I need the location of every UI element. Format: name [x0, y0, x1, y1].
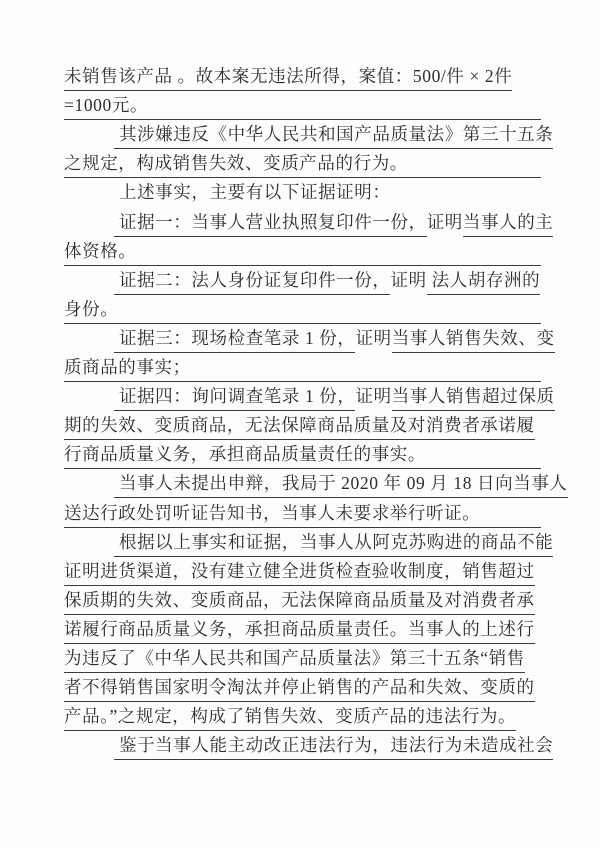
text-line [64, 382, 555, 411]
underlined-text: 产品。”之规定，构成了销售失效、变质产品的违法行为。 [64, 703, 516, 731]
underlined-text: 证据四：询问调查笔录 1 份， [114, 383, 355, 411]
underlined-text: 法人胡存洲的 [427, 267, 541, 295]
paragraph-indent [64, 148, 114, 149]
text-line [64, 644, 541, 673]
paragraph-indent [64, 556, 114, 557]
plain-text: 证明 [390, 269, 427, 290]
text-line [64, 702, 541, 731]
underlined-text: 保质期的失效、变质商品，无法保障商品质量及对消费者承 [64, 587, 535, 615]
underlined-text: =1000元。 [64, 92, 148, 120]
plain-text: 证明 [355, 386, 392, 407]
text-line [64, 237, 541, 266]
underlined-text: 诺履行商品质量义务，承担商品质量责任。当事人的上述行 [64, 616, 535, 644]
underline-fill [426, 466, 541, 469]
underline-fill [136, 263, 541, 266]
paragraph-indent [64, 206, 114, 207]
underlined-text: 当事人销售失效、变 [392, 325, 555, 353]
text-line [64, 324, 555, 353]
paragraph-indent [64, 759, 114, 760]
plain-text: 证明 [426, 211, 463, 232]
paragraph-indent [64, 352, 114, 353]
underlined-text: 证据一：当事人营业执照复印件一份， [114, 209, 427, 237]
underlined-text: 当事人销售超过保质 [392, 383, 555, 411]
text-line [64, 62, 541, 91]
underline-fill [408, 175, 541, 178]
document-body [64, 62, 568, 760]
underlined-text: 身份。 [64, 296, 118, 324]
text-line [64, 498, 541, 527]
underlined-text: 证据二：法人身份证复印件一份， [114, 267, 390, 295]
underlined-text: 其涉嫌违反《中华人民共和国产品质量法》第三十五条 [114, 121, 553, 149]
text-line [64, 149, 541, 178]
text-line [64, 411, 541, 440]
underlined-text: 证明进货渠道，没有建立健全进货检查验收制度，销售超过 [64, 558, 535, 586]
underlined-text: 质商品的事实； [64, 354, 191, 382]
text-line [64, 295, 541, 324]
paragraph-indent [64, 497, 114, 498]
text-line [64, 673, 541, 702]
underlined-text: 送达行政处罚听证告知书，当事人未要求举行听证。 [64, 500, 480, 528]
text-line [64, 615, 541, 644]
underlined-text: 者不得销售国家明令淘汰并停止销售的产品和失效、变质的 [64, 674, 535, 702]
underlined-text: 当事人未提出申辩，我局于 2020 年 09 月 18 日向当事人 [114, 470, 568, 498]
underlined-text: 鉴于当事人能主动改正违法行为，违法行为未造成社会 [114, 732, 553, 760]
text-line [64, 440, 541, 469]
underlined-text: 行商品质量义务，承担商品质量责任的事实。 [64, 441, 426, 469]
paragraph-indent [64, 410, 114, 411]
underline-fill [148, 117, 541, 120]
text-line [64, 469, 568, 498]
underlined-text: 期的失效、变质商品，无法保障商品质量及对消费者承诺履 [64, 412, 535, 440]
text-line [64, 178, 541, 207]
paragraph-indent [64, 236, 114, 237]
underlined-text: 之规定，构成销售失效、变质产品的行为。 [64, 150, 408, 178]
text-line [64, 528, 554, 557]
underline-fill [480, 525, 541, 528]
text-line [64, 731, 554, 760]
underline-fill [191, 379, 541, 382]
text-line [64, 266, 541, 295]
text-line [64, 586, 541, 615]
text-line [64, 353, 541, 382]
underlined-text: 当事人的主 [463, 209, 554, 237]
paragraph-indent [64, 294, 114, 295]
underlined-text: 证据三：现场检查笔录 1 份， [114, 325, 355, 353]
underline-fill [118, 321, 541, 324]
text-line [64, 120, 554, 149]
underlined-text: 根据以上事实和证据，当事人从阿克苏购进的商品不能 [114, 529, 553, 557]
plain-text: 证明 [355, 327, 392, 348]
text-line [64, 207, 554, 236]
underlined-text: 体资格。 [64, 238, 136, 266]
underlined-text: 未销售该产品 。故本案无违法所得，案值：500/件 × 2件 [64, 63, 512, 91]
plain-text: 上述事实，主要有以下证据证明： [114, 182, 391, 203]
underlined-text: 为违反了《中华人民共和国产品质量法》第三十五条“销售 [64, 645, 525, 673]
text-line [64, 91, 541, 120]
text-line [64, 557, 541, 586]
